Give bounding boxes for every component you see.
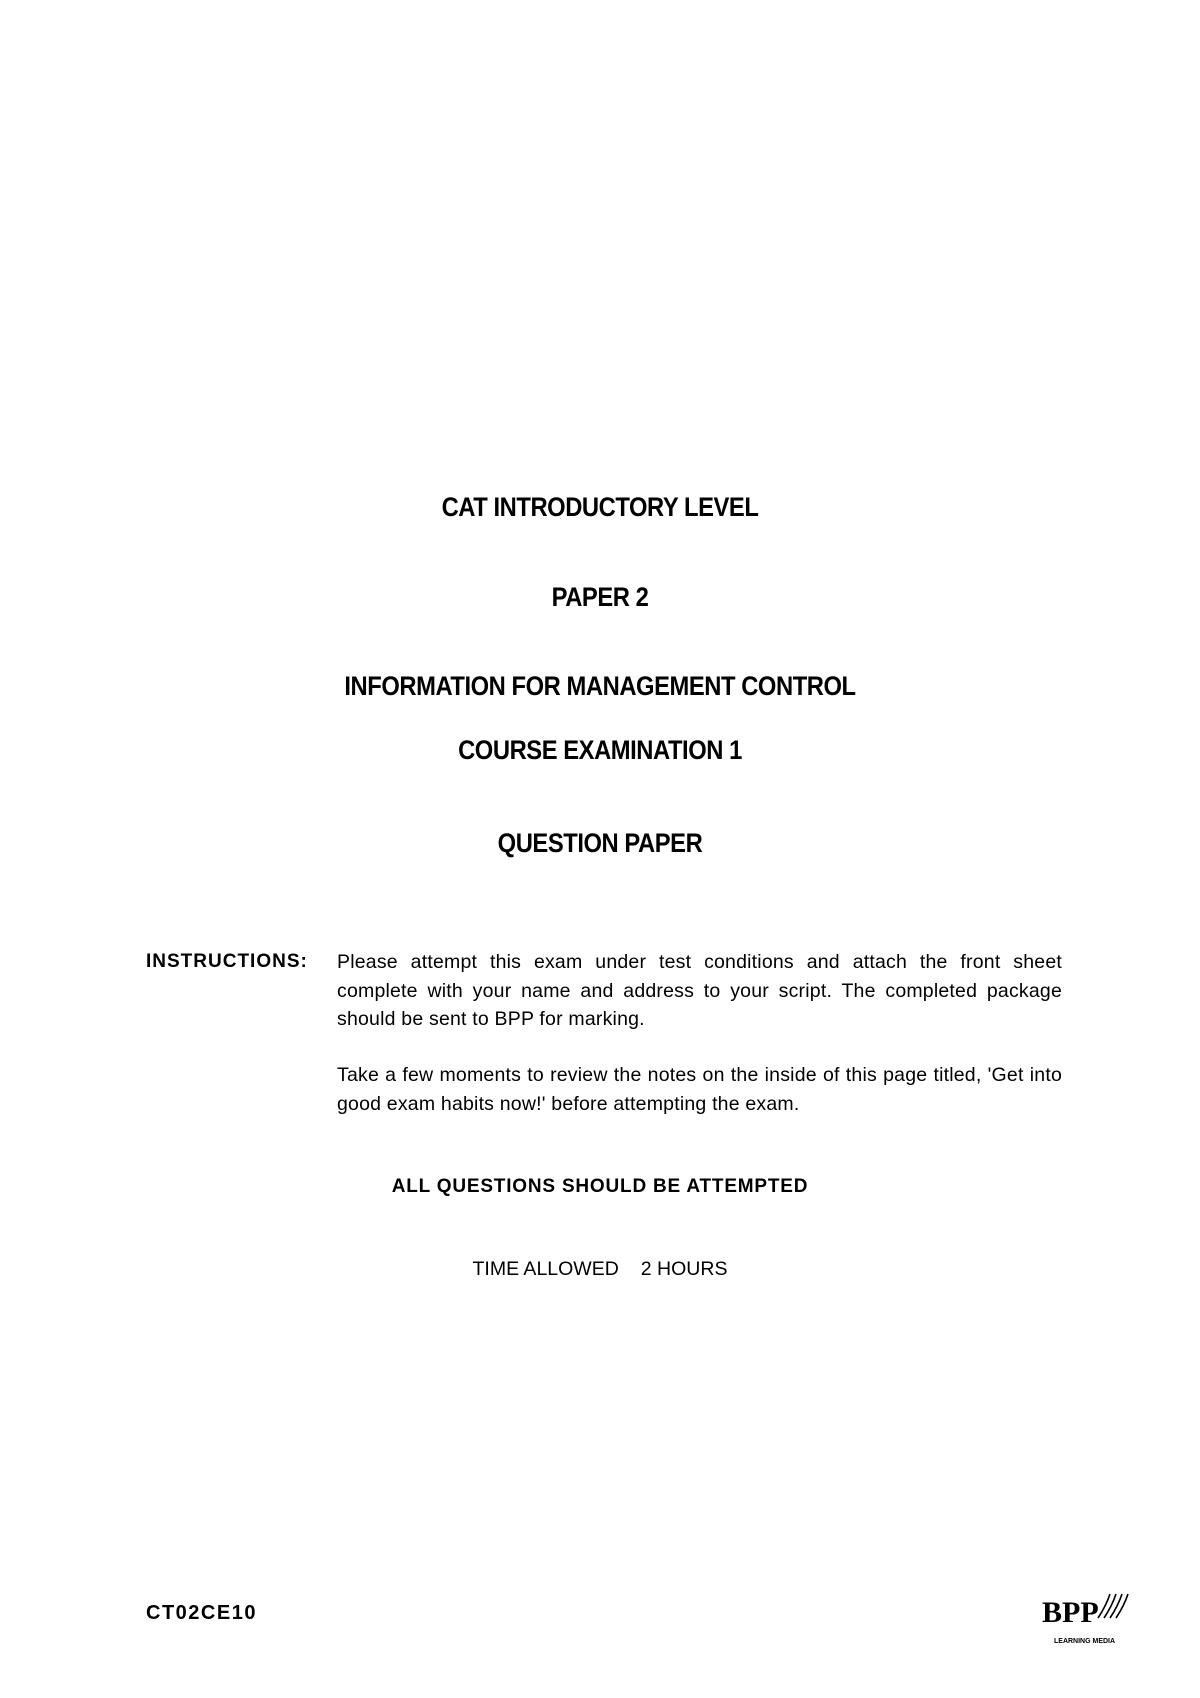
- time-value: 2 HOURS: [640, 1258, 728, 1280]
- doc-type-heading: QUESTION PAPER: [497, 828, 703, 858]
- logo-subtext: LEARNING MEDIA: [1054, 1638, 1116, 1645]
- level-heading: CAT INTRODUCTORY LEVEL: [441, 492, 759, 522]
- document-code: CT02CE10: [146, 1602, 257, 1624]
- logo-text: BPP: [1042, 1596, 1099, 1629]
- attempt-all-notice: ALL QUESTIONS SHOULD BE ATTEMPTED: [391, 1176, 809, 1197]
- bpp-logo-icon: [1040, 1588, 1130, 1648]
- subject-heading: INFORMATION FOR MANAGEMENT CONTROL: [344, 671, 856, 701]
- instructions-label: INSTRUCTIONS:: [146, 951, 308, 972]
- time-allowed: [0, 1258, 1200, 1281]
- instructions-paragraph-2: Take a few moments to review the notes on the inside of this page titled, 'Get into good exam habits now!' before attempting the exam.: [337, 1064, 1062, 1115]
- exam-heading: COURSE EXAMINATION 1: [458, 735, 742, 765]
- paper-heading: PAPER 2: [551, 582, 649, 612]
- time-label: TIME ALLOWED: [472, 1258, 619, 1280]
- instructions-paragraph-1: Please attempt this exam under test conditions and attach the front sheet complete with your name and address to your script. The completed package should be sent to BPP for marking.: [337, 951, 1062, 1030]
